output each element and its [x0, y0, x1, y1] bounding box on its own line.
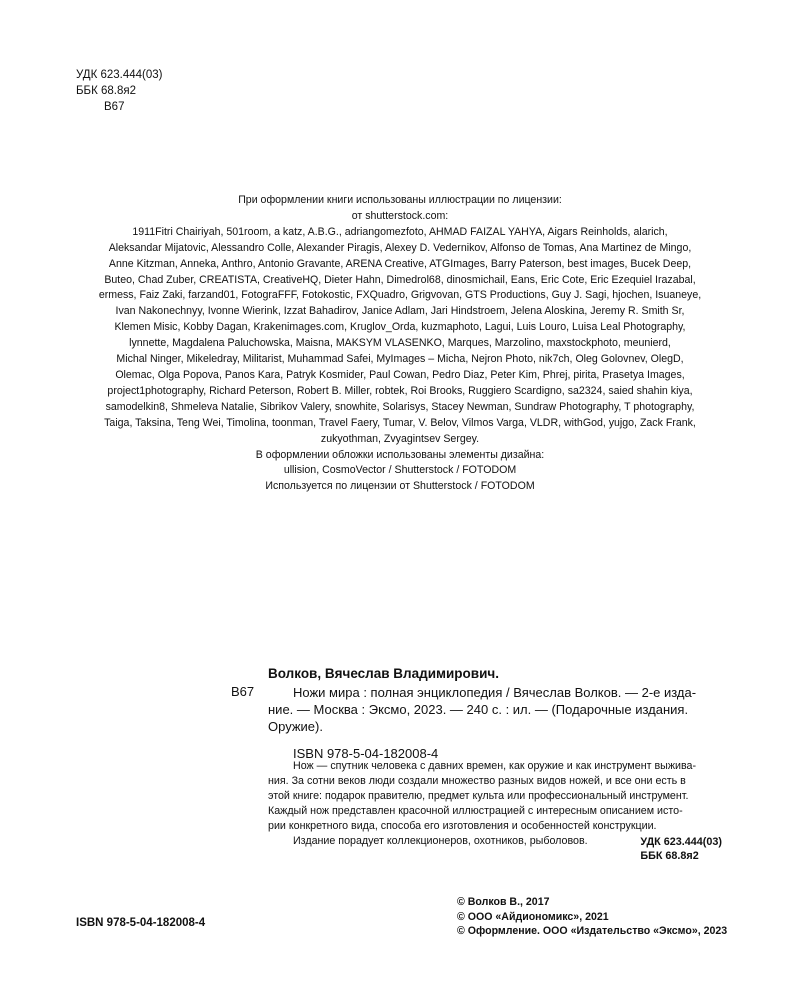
bbk-code: ББК 68.8я2 [76, 85, 136, 97]
credits-line: Michal Ninger, Mikeledray, Militarist, Muhammad Safei, MyImages – Micha, Nejron Photo, nik7ch, Oleg Golovnev, OlegD, [116, 353, 684, 366]
copyright-line: © Оформление. ООО «Издательство «Эксмо», 2023 [457, 925, 728, 938]
credits-line: 1911Fitri Chairiyah, 501room, a katz, A.B.G., adriangomezfoto, AHMAD FAIZAL YAHYA, Aigars Reinholds, alarich, [132, 225, 668, 238]
bibliographic-entry [268, 665, 724, 762]
author-mark: В67 [104, 101, 125, 113]
bbk-code-bottom: ББК 68.8я2 [640, 850, 699, 862]
annotation-line: этой книге: подарок правителю, предмет культа или профессиональный инструмент. [268, 790, 689, 802]
copyright-line: © Волков В., 2017 [457, 896, 550, 908]
credits-line: ermess, Faiz Zaki, farzand01, FotograFFF, Fotokostic, FXQuadro, Grigvovan, GTS Productions, Guy J. Sagi, hjochen, Isuaneye, [98, 289, 702, 302]
credits-line: samodelkin8, Shmeleva Natalie, Sibrikov Valery, snowhite, Solarisys, Stacey Newman, Sundraw Photography, T photography, [105, 400, 695, 413]
copyright-line: © ООО «Айдиономикс», 2021 [457, 910, 609, 923]
isbn-footer: ISBN 978-5-04-182008-4 [76, 917, 206, 929]
entry-description-line: ние. — Москва : Эксмо, 2023. — 240 с. : ил. — (Подарочные издания. [268, 702, 689, 717]
credits-line: Klemen Misic, Kobby Dagan, Krakenimages.com, Kruglov_Orda, kuzmaphoto, Lagui, Luis Louro, Luisa Leal Photography, [114, 321, 686, 334]
entry-isbn: ISBN 978-5-04-182008-4 [293, 746, 439, 761]
credits-line: lynnette, Magdalena Paluchowska, Maisna, MAKSYM VLASENKO, Marques, Marzolino, maxstockphoto, meunierd, [129, 337, 671, 350]
entry-author: Волков, Вячеслав Владимирович. [268, 666, 499, 681]
credits-line: Aleksandar Mijatovic, Alessandro Colle, Alexander Piragis, Alexey D. Vedernikov, Alfonso de Tomas, Ana Martinez de Mingo, [108, 241, 692, 254]
credits-line: Buteo, Chad Zuber, CREATISTA, CreativeHQ, Dieter Hahn, Dimedrol68, dinosmichail, Eans, Eric Cote, Eric Ezequiel Irazabal, [104, 273, 696, 286]
credits-line: Ivan Nakonechnyy, Ivonne Wierink, Izzat Bahadirov, Janice Adlam, Jari Hindstroem, Jelena Aloskina, Jeremy R. Smith Sr, [115, 305, 685, 318]
entry-description-line: Ножи мира : полная энциклопедия / Вячеслав Волков. — 2-е изда- [293, 685, 697, 700]
entry-description [268, 684, 724, 735]
annotation-line: ния. За сотни веков люди создали множество разных видов ножей, и все они есть в [268, 775, 686, 787]
annotation-line: Каждый нож представлен красочной иллюстрацией с интересным описанием исто- [268, 805, 683, 817]
copyright-block [457, 895, 727, 939]
credits-line: zukyothman, Zvyagintsev Sergey. [320, 432, 480, 445]
credits-line: ullision, CosmoVector / Shutterstock / FOTODOM [283, 464, 517, 477]
credits-line: В оформлении обложки использованы элементы дизайна: [255, 448, 545, 461]
annotation-line: рии конкретного вида, способа его изготовления и особенностей конструкции. [268, 820, 657, 832]
credits-line: Anne Kitzman, Anneka, Anthro, Antonio Gravante, ARENA Creative, ATGImages, Barry Paterson, best images, Bucek Deep, [108, 257, 692, 270]
udk-code-bottom: УДК 623.444(03) [640, 836, 722, 848]
bottom-classification-codes [640, 835, 722, 863]
annotation-audience: Издание порадует коллекционеров, охотников, рыболовов. [293, 835, 588, 847]
credits-line: При оформлении книги использованы иллюстрации по лицензии: [238, 194, 562, 206]
credits-line: Используется по лицензии от Shutterstock / FOTODOM [265, 480, 535, 493]
credits-line: Olemac, Olga Popova, Panos Kara, Patryk Kosmider, Paul Cowan, Pedro Diaz, Peter Kim, Phrej, pirita, Prasetya Images, [115, 368, 685, 381]
top-classification-codes [76, 67, 163, 115]
udk-code: УДК 623.444(03) [76, 69, 163, 81]
entry-description-line: Оружие). [268, 719, 323, 734]
annotation-line: Нож — спутник человека с давних времен, как оружие и как инструмент выжива- [293, 760, 696, 772]
illustration-credits [62, 193, 738, 495]
credits-line: project1photography, Richard Peterson, Robert B. Miller, robtek, Roi Brooks, Ruggiero Scardigno, sa2324, saied shahin kiya, [107, 384, 693, 397]
credits-line: от shutterstock.com: [351, 209, 449, 222]
credits-line: Taiga, Taksina, Teng Wei, Timolina, toonman, Travel Faery, Tumar, V. Belov, Vilmos Varga, VLDR, withGod, yujgo, Zack Frank, [104, 416, 696, 429]
entry-author-mark: В67 [231, 684, 255, 699]
